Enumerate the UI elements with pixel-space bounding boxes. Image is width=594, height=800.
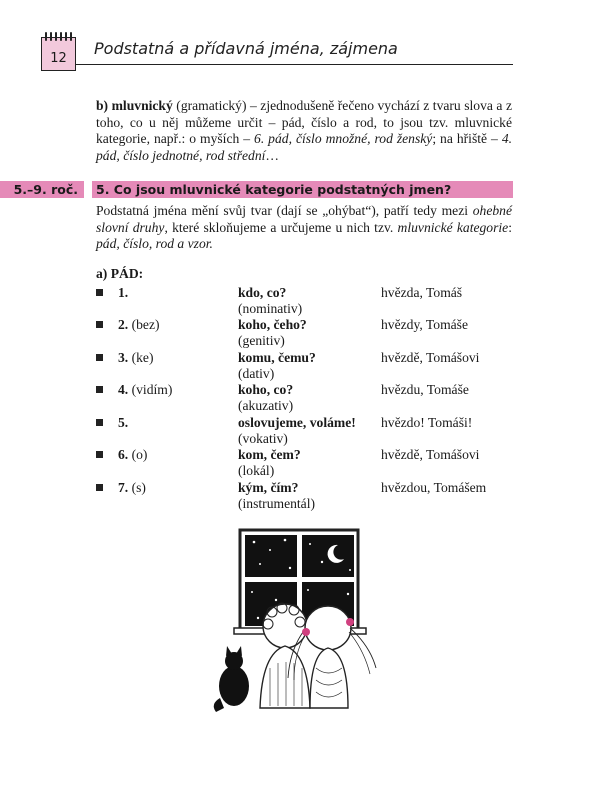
case-number: 1. [118,285,129,300]
item-letter: b) [96,98,109,113]
case-number: 3. [118,350,129,365]
case-example: hvězdou, Tomášem [381,480,487,495]
square-bullet-icon [96,451,103,458]
section-italic-1: ohebné slovní druhy [96,203,512,235]
intro-text-2: ; na hřiště – [432,131,502,146]
case-number: 4. [118,382,129,397]
section-paragraph [96,203,512,253]
case-name: (dativ) [238,366,275,381]
case-example: hvězdě, Tomášovi [381,447,480,462]
case-preposition: (vidím) [128,382,173,397]
case-number: 2. [118,317,129,332]
section-title-text: 5. Co jsou mluvnické kategorie podstatných jmen? [96,182,452,197]
case-row [96,285,516,317]
case-example: hvězda, Tomáš [381,285,463,300]
hair-bow-icon [302,628,310,636]
case-row [96,317,516,349]
square-bullet-icon [96,419,103,426]
case-question: oslovujeme, voláme! [238,415,356,430]
square-bullet-icon [96,289,103,296]
case-name: (vokativ) [238,431,288,446]
children-at-window-illustration [210,528,390,713]
case-preposition: (s) [128,480,146,495]
page-number-box [41,37,76,71]
case-question: koho, čeho? [238,317,307,332]
case-number: 7. [118,480,129,495]
case-row [96,447,516,479]
case-question: koho, co? [238,382,294,397]
section-title [92,181,513,198]
window-pane [245,535,297,577]
case-question: kdo, co? [238,285,287,300]
case-name: (instrumentál) [238,496,316,511]
notebook-spiral-icon [45,32,72,41]
square-bullet-icon [96,321,103,328]
header-rule [76,64,513,65]
case-row [96,350,516,382]
section-text-1: Podstatná jména mění svůj tvar (dají se „ohýbat“), patří tedy mezi [96,203,473,218]
case-preposition: (ke) [128,350,154,365]
grade-badge: 5.–9. roč. [0,181,84,198]
case-example: hvězdě, Tomášovi [381,350,480,365]
case-question: komu, čemu? [238,350,316,365]
section-italic-2: mluvnické kategorie [397,219,509,235]
case-preposition: (bez) [128,317,160,332]
case-example: hvězdo! Tomáši! [381,415,473,430]
case-example: hvězdy, Tomáše [381,317,469,332]
intro-text-1: (gramatický) – zjednodušeně řečeno vychází z tvaru slova a z toho, co u něj můžeme určit – pád, číslo a rod, to jsou tzv. mluvnické kategorie, např.: o myších – [96,98,512,146]
case-preposition: (o) [128,447,148,462]
case-number: 5. [118,415,129,430]
case-row [96,480,516,512]
case-example: hvězdu, Tomáše [381,382,469,397]
child-left [260,603,310,708]
case-row [96,382,516,414]
case-name: (akuzativ) [238,398,294,413]
intro-paragraph [96,98,512,164]
page-number: 12 [50,51,67,66]
hair-bow-icon [346,618,354,626]
case-heading: a) PÁD: [96,266,144,281]
chapter-title: Podstatná a přídavná jména, zájmena [94,39,398,58]
case-name: (nominativ) [238,301,303,316]
square-bullet-icon [96,354,103,361]
section-text-2: , které skloňujeme a určujeme u nich tzv. [164,219,398,235]
intro-italic-2: 4. pád, číslo jednotné, rod střední [96,131,513,163]
intro-text-3: … [265,147,279,163]
term-mluvnicky: mluvnický [111,98,173,113]
case-row [96,415,516,447]
intro-italic-1: 6. pád, číslo množné, rod ženský [254,131,433,146]
case-name: (lokál) [238,463,275,478]
cat-icon [214,646,249,712]
case-number: 6. [118,447,129,462]
square-bullet-icon [96,386,103,393]
case-name: (genitiv) [238,333,285,348]
case-question: kým, čím? [238,480,299,495]
section-text-3: : [508,219,512,235]
square-bullet-icon [96,484,103,491]
case-question: kom, čem? [238,447,301,462]
section-italic-3: pád, číslo, rod a vzor. [96,236,213,251]
